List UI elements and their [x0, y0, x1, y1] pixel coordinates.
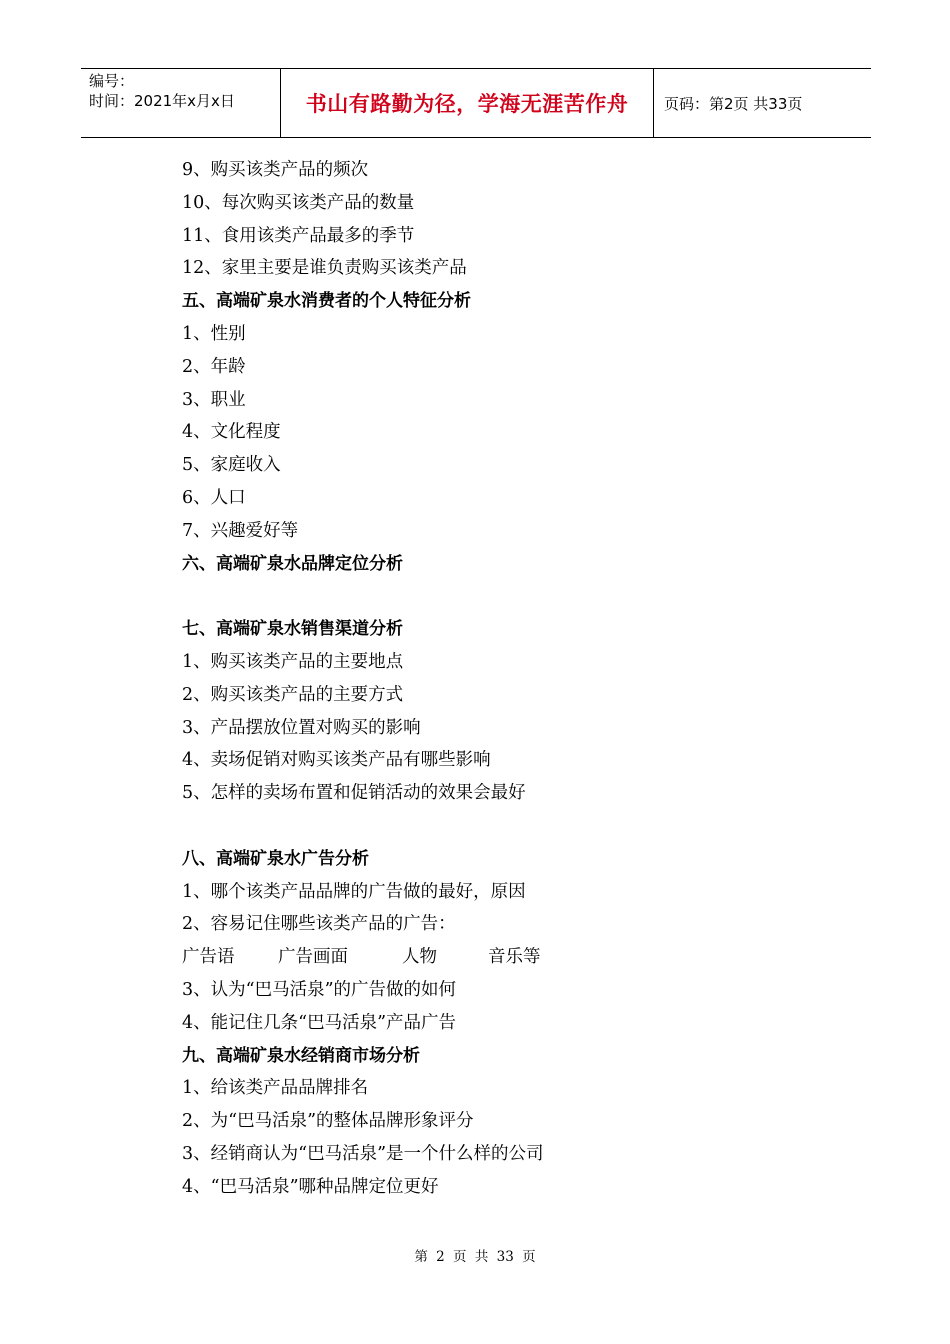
list-item: 6、人口 — [182, 487, 246, 508]
list-item: 5、怎样的卖场布置和促销活动的效果会最好 — [182, 783, 526, 804]
ad-options-row — [182, 941, 862, 974]
list-item: 3、经销商认为“巴马活泉”是一个什么样的公司 — [182, 1143, 544, 1164]
blank-line — [182, 580, 862, 613]
list-item: 1、购买该类产品的主要地点 — [182, 651, 404, 672]
ad-option: 人物 — [402, 947, 437, 968]
section-heading: 九、高端矿泉水经销商市场分析 — [182, 1045, 420, 1066]
section-heading: 八、高端矿泉水广告分析 — [182, 848, 369, 869]
number-label: 编号： — [89, 72, 135, 90]
list-item: 3、产品摆放位置对购买的影响 — [182, 717, 421, 738]
list-item: 12、家里主要是谁负责购买该类产品 — [182, 258, 467, 279]
ad-option: 广告画面 — [278, 947, 348, 968]
list-item: 3、职业 — [182, 389, 246, 410]
header-page-info: 页码：第2页 共33页 — [664, 94, 803, 113]
page-footer: 第 2 页 共 33 页 — [414, 1249, 536, 1265]
header-meta — [81, 69, 281, 137]
list-item: 7、兴趣爱好等 — [182, 520, 299, 541]
list-item: 4、能记住几条“巴马活泉”产品广告 — [182, 1012, 457, 1033]
list-item: 4、文化程度 — [182, 422, 281, 443]
list-item: 9、购买该类产品的频次 — [182, 160, 369, 180]
ad-option: 广告语 — [182, 947, 235, 968]
list-item: 1、给该类产品品牌排名 — [182, 1078, 369, 1099]
list-item: 4、卖场促销对购买该类产品有哪些影响 — [182, 750, 491, 771]
list-item: 2、容易记住哪些该类产品的广告： — [182, 914, 456, 935]
section-heading: 六、高端矿泉水品牌定位分析 — [182, 553, 403, 574]
section-heading: 七、高端矿泉水销售渠道分析 — [182, 619, 403, 640]
page-header — [81, 68, 871, 138]
list-item: 2、年龄 — [182, 356, 246, 377]
list-item: 1、哪个该类产品品牌的广告做的最好，原因 — [182, 881, 526, 902]
list-item: 10、每次购买该类产品的数量 — [182, 192, 415, 213]
list-item: 11、食用该类产品最多的季节 — [182, 225, 415, 246]
list-item: 4、“巴马活泉”哪种品牌定位更好 — [182, 1176, 439, 1197]
list-item: 5、家庭收入 — [182, 455, 281, 476]
list-item: 2、为“巴马活泉”的整体品牌形象评分 — [182, 1111, 474, 1132]
blank-line — [182, 810, 862, 843]
time-label: 时间：2021年x月x日 — [89, 92, 235, 110]
list-item: 2、购买该类产品的主要方式 — [182, 684, 404, 705]
list-item: 1、性别 — [182, 323, 246, 344]
ad-option: 音乐等 — [488, 947, 541, 968]
header-motto-cell — [281, 69, 654, 137]
list-item: 3、认为“巴马活泉”的广告做的如何 — [182, 979, 457, 1000]
header-motto: 书山有路勤为径，学海无涯苦作舟 — [305, 92, 629, 116]
section-heading: 五、高端矿泉水消费者的个人特征分析 — [182, 291, 471, 312]
document-body — [182, 154, 862, 1204]
